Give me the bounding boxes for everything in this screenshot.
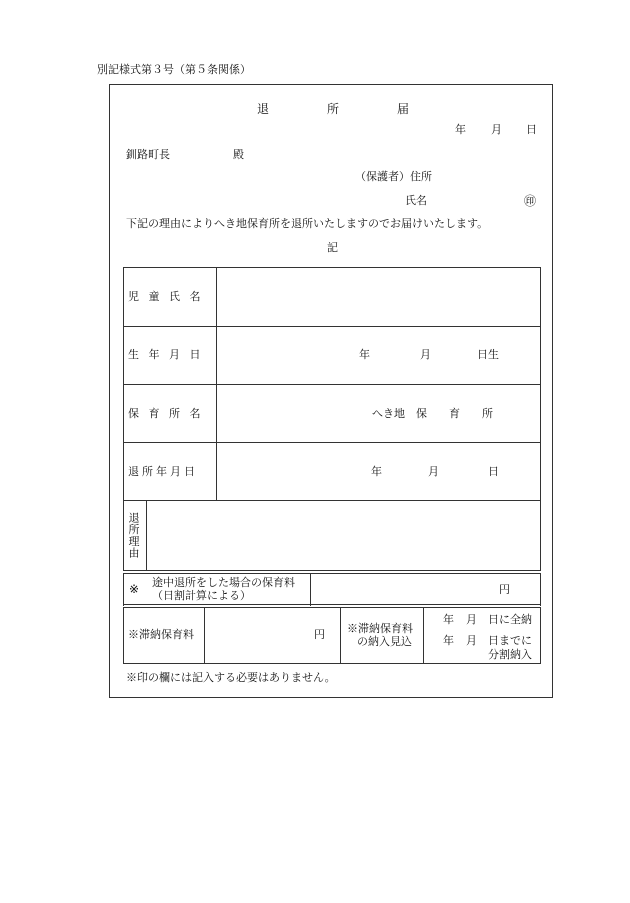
split-pay-text: 分割納入 (488, 648, 532, 661)
guardian-name-label: 氏名 (405, 194, 427, 207)
midway-fee-yen: 円 (499, 583, 510, 596)
date-year-label: 年 (455, 123, 466, 136)
payment-plan-label-1: ※滞納保育料 (347, 622, 413, 635)
ki-label: 記 (327, 241, 338, 254)
leave-day: 日 (488, 465, 499, 478)
full-pay-month: 月 (466, 613, 477, 626)
birth-month: 月 (420, 348, 431, 361)
form-reference: 別記様式第３号（第５条関係） (97, 63, 251, 76)
table-divider (123, 570, 541, 574)
split-pay-year: 年 (443, 634, 454, 647)
addressee: 釧路町長 (126, 148, 170, 161)
intro-text: 下記の理由によりへき地保育所を退所いたしますのでお届けいたします。 (126, 217, 489, 230)
full-pay-year: 年 (443, 613, 454, 626)
arrears-fee-label: ※滞納保育料 (128, 628, 194, 641)
birth-date-label: 生 年 月 日 (128, 348, 201, 361)
midway-mark: ※ (129, 582, 140, 596)
child-name-label: 児 童 氏 名 (128, 290, 201, 303)
nursery-name-value: へき地 保 育 所 (372, 407, 493, 420)
leave-year: 年 (371, 465, 382, 478)
leave-reason-label: 退所理由 (127, 512, 140, 559)
leave-date-label: 退所年月日 (128, 465, 198, 478)
payment-plan-label-2: の納入見込 (357, 635, 412, 648)
birth-year: 年 (359, 348, 370, 361)
footer-note: ※印の欄には記入する必要はありません。 (126, 671, 336, 684)
date-day-label: 日 (526, 123, 537, 136)
seal-icon: ㊞ (524, 194, 537, 208)
full-pay-day: 日に全納 (488, 613, 532, 626)
title-char-3: 届 (397, 102, 410, 116)
midway-fee-label-1: 途中退所をした場合の保育料 (152, 576, 295, 589)
title-char-1: 退 (257, 102, 270, 116)
leave-month: 月 (428, 465, 439, 478)
nursery-name-label: 保 育 所 名 (128, 407, 201, 420)
guardian-address-label: （保護者）住所 (355, 170, 432, 183)
arrears-fee-yen: 円 (314, 628, 325, 641)
honorific: 殿 (233, 148, 244, 161)
split-pay-month: 月 (466, 634, 477, 647)
split-pay-day: 日までに (488, 634, 532, 647)
title-char-2: 所 (327, 102, 340, 116)
fee-divider (123, 604, 541, 608)
birth-day: 日生 (477, 348, 499, 361)
midway-fee-label-2: （日割計算による） (152, 589, 251, 602)
date-month-label: 月 (491, 123, 502, 136)
